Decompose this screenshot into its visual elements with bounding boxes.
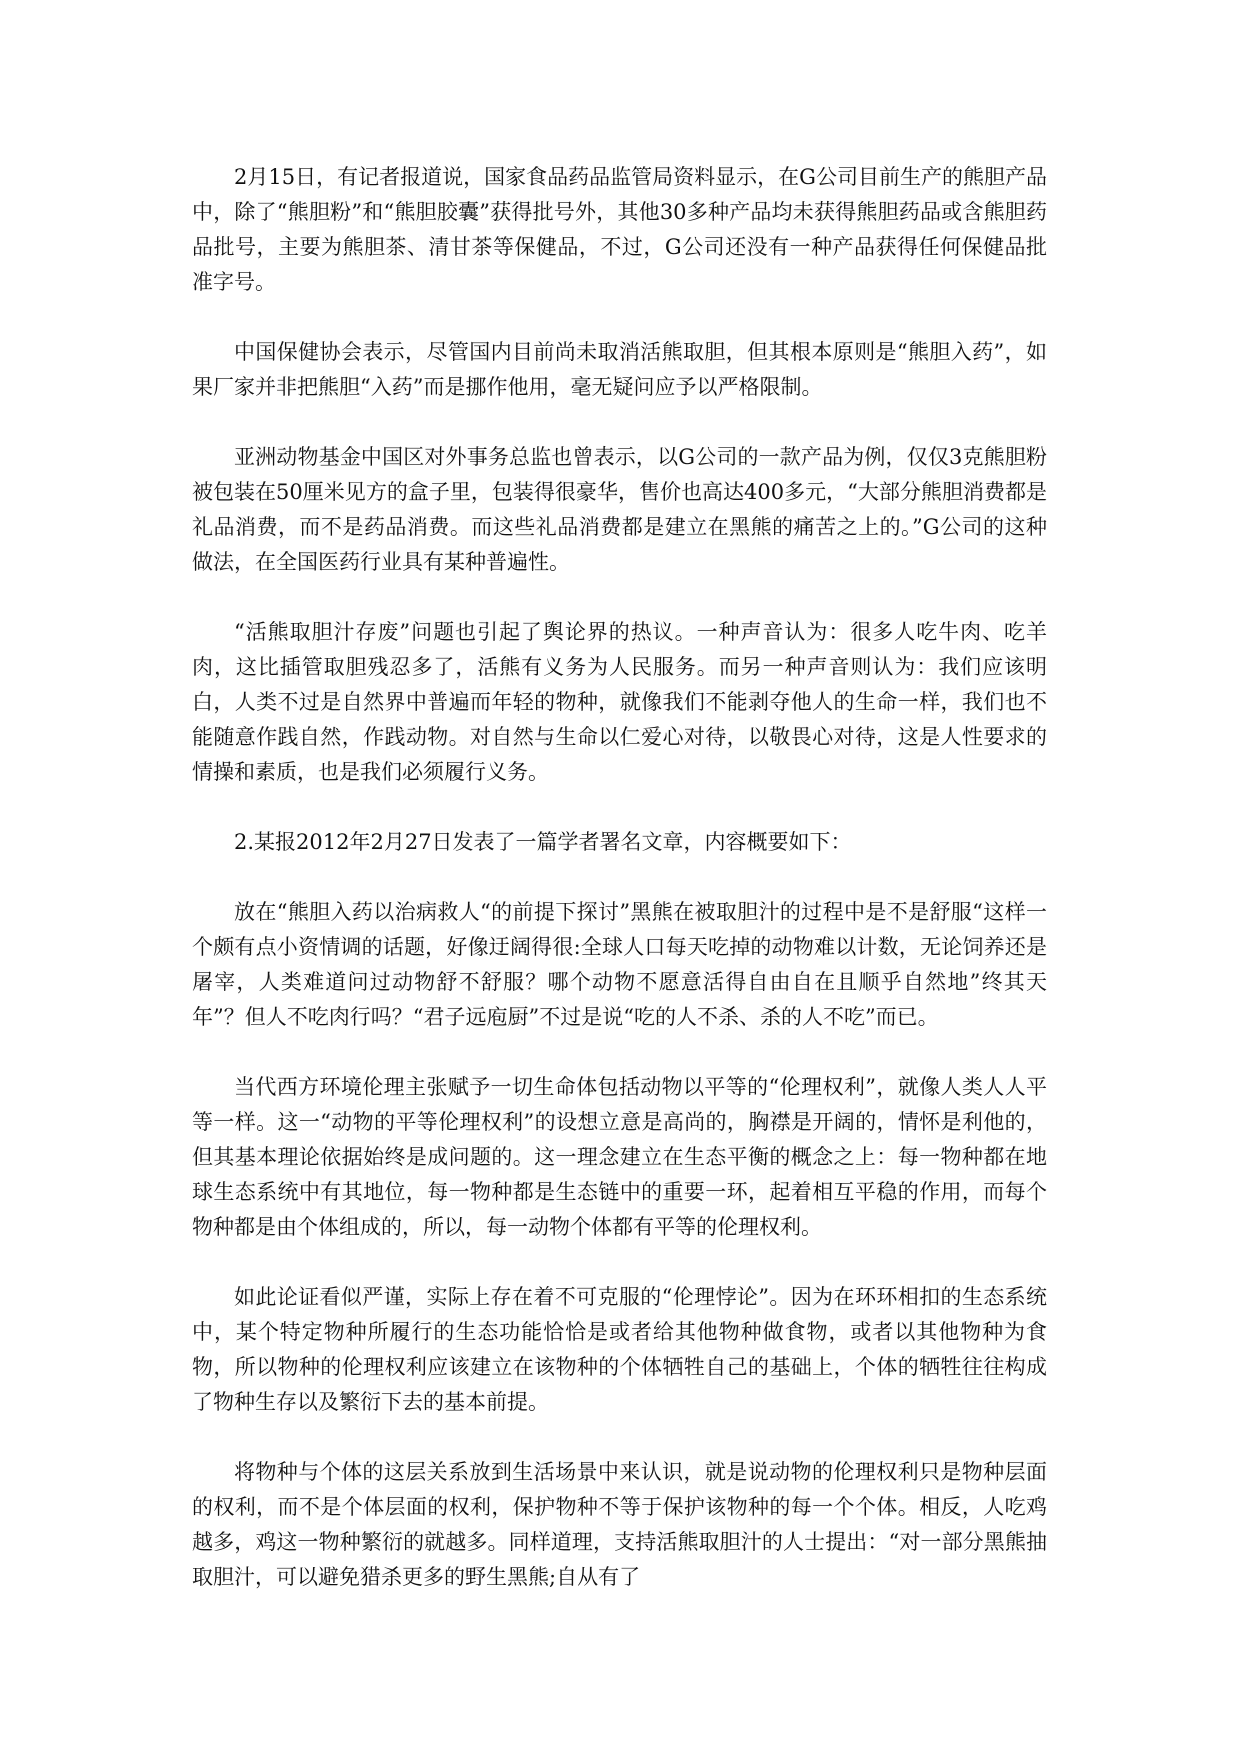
paragraph-7: 当代西方环境伦理主张赋予一切生命体包括动物以平等的“伦理权利”，就像人类人人平等一样。这一“动物的平等伦理权利”的设想立意是高尚的，胸襟是开阔的，情怀是利他的，但其基本理论依据始终是成问题的。这一理念建立在生态平衡的概念之上：每一物种都在地球生态系统中有其地位，每一物种都是生态链中的重要一环，起着相互平稳的作用，而每个物种都是由个体组成的，所以，每一动物个体都有平等的伦理权利。 <box>192 1075 1047 1239</box>
document-body <box>192 160 1047 1630</box>
paragraph-5: 2.某报2012年2月27日发表了一篇学者署名文章，内容概要如下： <box>234 830 852 854</box>
paragraph-1: 2月15日，有记者报道说，国家食品药品监管局资料显示，在G公司目前生产的熊胆产品中，除了“熊胆粉”和“熊胆胶囊”获得批号外，其他30多种产品均未获得熊胆药品或含熊胆药品批号，主要为熊胆茶、清甘茶等保健品，不过，G公司还没有一种产品获得任何保健品批准字号。 <box>192 165 1047 294</box>
paragraph-6: 放在“熊胆入药以治病救人“的前提下探讨”黑熊在被取胆汁的过程中是不是舒服“这样一个颇有点小资情调的话题，好像迂阔得很:全球人口每天吃掉的动物难以计数，无论饲养还是屠宰，人类难道问过动物舒不舒服？哪个动物不愿意活得自由自在且顺乎自然地”终其天年”？但人不吃肉行吗？“君子远庖厨”不过是说“吃的人不杀、杀的人不吃”而已。 <box>192 900 1047 1029</box>
paragraph-8: 如此论证看似严谨，实际上存在着不可克服的“伦理悖论”。因为在环环相扣的生态系统中，某个特定物种所履行的生态功能恰恰是或者给其他物种做食物，或者以其他物种为食物，所以物种的伦理权利应该建立在该物种的个体牺牲自己的基础上，个体的牺牲往往构成了物种生存以及繁衍下去的基本前提。 <box>192 1285 1047 1414</box>
paragraph-3: 亚洲动物基金中国区对外事务总监也曾表示，以G公司的一款产品为例，仅仅3克熊胆粉被包装在50厘米见方的盒子里，包装得很豪华，售价也高达400多元，“大部分熊胆消费都是礼品消费，而不是药品消费。而这些礼品消费都是建立在黑熊的痛苦之上的。”G公司的这种做法，在全国医药行业具有某种普遍性。 <box>192 445 1047 574</box>
paragraph-9: 将物种与个体的这层关系放到生活场景中来认识，就是说动物的伦理权利只是物种层面的权利，而不是个体层面的权利，保护物种不等于保护该物种的每一个个体。相反，人吃鸡越多，鸡这一物种繁衍的就越多。同样道理，支持活熊取胆汁的人士提出：“对一部分黑熊抽取胆汁，可以避免猎杀更多的野生黑熊;自从有了 <box>192 1460 1047 1589</box>
paragraph-2: 中国保健协会表示，尽管国内目前尚未取消活熊取胆，但其根本原则是“熊胆入药”，如果厂家并非把熊胆“入药”而是挪作他用，毫无疑问应予以严格限制。 <box>192 340 1047 399</box>
paragraph-4: “活熊取胆汁存废”问题也引起了舆论界的热议。一种声音认为：很多人吃牛肉、吃羊肉，这比插管取胆残忍多了，活熊有义务为人民服务。而另一种声音则认为：我们应该明白，人类不过是自然界中普遍而年轻的物种，就像我们不能剥夺他人的生命一样，我们也不能随意作践自然，作践动物。对自然与生命以仁爱心对待，以敬畏心对待，这是人性要求的情操和素质，也是我们必须履行义务。 <box>192 620 1047 784</box>
